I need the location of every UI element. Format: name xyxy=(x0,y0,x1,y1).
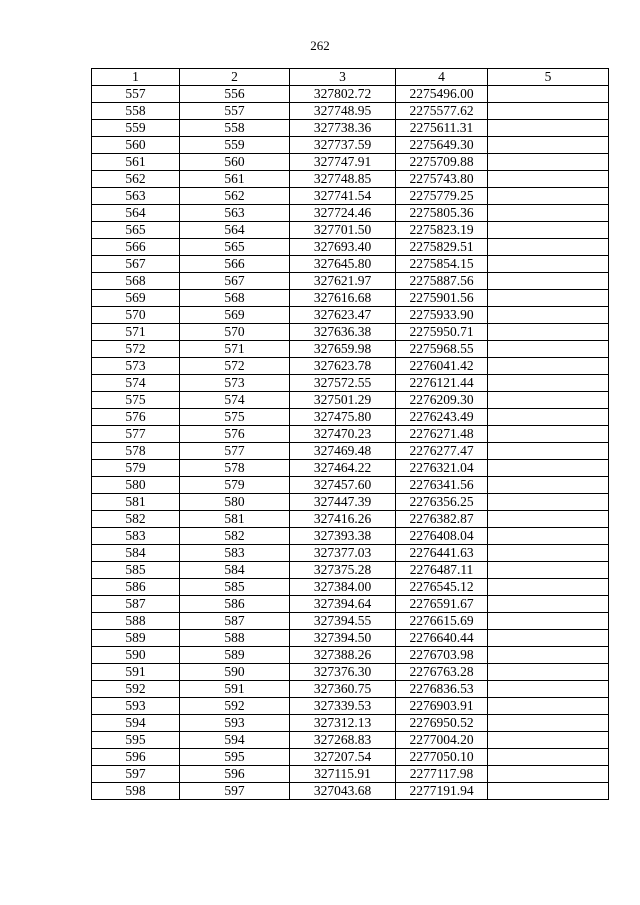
table-cell-col-3: 327457.60 xyxy=(290,477,396,494)
table-cell-col-5 xyxy=(488,375,609,392)
table-cell-col-4: 2275823.19 xyxy=(396,222,488,239)
table-cell-col-2: 586 xyxy=(180,596,290,613)
table-cell-col-2: 590 xyxy=(180,664,290,681)
table-row xyxy=(92,409,609,426)
table-cell-col-5 xyxy=(488,562,609,579)
table-cell-col-1: 597 xyxy=(92,766,180,783)
table-cell-col-3: 327416.26 xyxy=(290,511,396,528)
table-cell-col-5 xyxy=(488,715,609,732)
table-cell-col-1: 569 xyxy=(92,290,180,307)
table-row xyxy=(92,137,609,154)
table-cell-col-1: 564 xyxy=(92,205,180,222)
table-cell-col-4: 2275577.62 xyxy=(396,103,488,120)
table-cell-col-4: 2277004.20 xyxy=(396,732,488,749)
table-cell-col-5 xyxy=(488,477,609,494)
table-cell-col-4: 2275933.90 xyxy=(396,307,488,324)
table-row xyxy=(92,783,609,800)
table-row xyxy=(92,749,609,766)
table-row xyxy=(92,664,609,681)
table-cell-col-4: 2275829.51 xyxy=(396,239,488,256)
table-row xyxy=(92,698,609,715)
table-cell-col-2: 594 xyxy=(180,732,290,749)
table-cell-col-1: 572 xyxy=(92,341,180,358)
table-cell-col-3: 327693.40 xyxy=(290,239,396,256)
table-cell-col-4: 2276041.42 xyxy=(396,358,488,375)
table-cell-col-2: 583 xyxy=(180,545,290,562)
table-cell-col-1: 598 xyxy=(92,783,180,800)
table-cell-col-5 xyxy=(488,358,609,375)
table-cell-col-5 xyxy=(488,205,609,222)
table-cell-col-3: 327748.95 xyxy=(290,103,396,120)
table-cell-col-5 xyxy=(488,392,609,409)
table-cell-col-1: 560 xyxy=(92,137,180,154)
table-row xyxy=(92,511,609,528)
table-row xyxy=(92,630,609,647)
table-cell-col-1: 583 xyxy=(92,528,180,545)
table-cell-col-1: 581 xyxy=(92,494,180,511)
table-cell-col-2: 563 xyxy=(180,205,290,222)
table-cell-col-5 xyxy=(488,188,609,205)
table-cell-col-1: 594 xyxy=(92,715,180,732)
table-cell-col-4: 2276950.52 xyxy=(396,715,488,732)
table-cell-col-5 xyxy=(488,545,609,562)
table-cell-col-3: 327747.91 xyxy=(290,154,396,171)
table-row xyxy=(92,171,609,188)
table-cell-col-4: 2276703.98 xyxy=(396,647,488,664)
table-cell-col-4: 2276487.11 xyxy=(396,562,488,579)
table-cell-col-1: 576 xyxy=(92,409,180,426)
table-cell-col-1: 577 xyxy=(92,426,180,443)
table-cell-col-5 xyxy=(488,290,609,307)
table-cell-col-4: 2275779.25 xyxy=(396,188,488,205)
table-cell-col-5 xyxy=(488,324,609,341)
table-cell-col-4: 2276615.69 xyxy=(396,613,488,630)
table-cell-col-1: 559 xyxy=(92,120,180,137)
table-row xyxy=(92,120,609,137)
table-cell-col-4: 2276903.91 xyxy=(396,698,488,715)
table-cell-col-2: 579 xyxy=(180,477,290,494)
table-cell-col-4: 2275611.31 xyxy=(396,120,488,137)
table-cell-col-3: 327475.80 xyxy=(290,409,396,426)
table-cell-col-4: 2276763.28 xyxy=(396,664,488,681)
table-cell-col-4: 2277117.98 xyxy=(396,766,488,783)
table-cell-col-5 xyxy=(488,307,609,324)
table-cell-col-2: 565 xyxy=(180,239,290,256)
table-cell-col-3: 327572.55 xyxy=(290,375,396,392)
table-cell-col-4: 2275854.15 xyxy=(396,256,488,273)
table-cell-col-2: 570 xyxy=(180,324,290,341)
table-cell-col-3: 327621.97 xyxy=(290,273,396,290)
table-cell-col-4: 2276408.04 xyxy=(396,528,488,545)
table-cell-col-1: 589 xyxy=(92,630,180,647)
table-cell-col-2: 557 xyxy=(180,103,290,120)
table-cell-col-1: 563 xyxy=(92,188,180,205)
table-cell-col-5 xyxy=(488,579,609,596)
table-cell-col-1: 590 xyxy=(92,647,180,664)
table-cell-col-5 xyxy=(488,222,609,239)
table-row xyxy=(92,681,609,698)
column-header-2: 2 xyxy=(180,69,290,86)
table-cell-col-2: 573 xyxy=(180,375,290,392)
table-cell-col-2: 596 xyxy=(180,766,290,783)
table-cell-col-3: 327623.47 xyxy=(290,307,396,324)
table-row xyxy=(92,256,609,273)
table-cell-col-4: 2275709.88 xyxy=(396,154,488,171)
table-cell-col-3: 327393.38 xyxy=(290,528,396,545)
table-row xyxy=(92,647,609,664)
table-cell-col-5 xyxy=(488,86,609,103)
table-cell-col-1: 593 xyxy=(92,698,180,715)
table-cell-col-1: 571 xyxy=(92,324,180,341)
table-cell-col-5 xyxy=(488,273,609,290)
table-row xyxy=(92,307,609,324)
table-row xyxy=(92,154,609,171)
table-cell-col-1: 562 xyxy=(92,171,180,188)
table-cell-col-3: 327384.00 xyxy=(290,579,396,596)
table-cell-col-2: 556 xyxy=(180,86,290,103)
coordinates-table xyxy=(91,68,609,800)
table-row xyxy=(92,613,609,630)
table-cell-col-1: 568 xyxy=(92,273,180,290)
table-cell-col-5 xyxy=(488,647,609,664)
table-cell-col-3: 327339.53 xyxy=(290,698,396,715)
table-cell-col-5 xyxy=(488,256,609,273)
table-header-row xyxy=(92,69,609,86)
table-cell-col-5 xyxy=(488,681,609,698)
table-cell-col-4: 2276271.48 xyxy=(396,426,488,443)
table-cell-col-4: 2276591.67 xyxy=(396,596,488,613)
table-row xyxy=(92,596,609,613)
table-body xyxy=(92,86,609,800)
table-cell-col-3: 327616.68 xyxy=(290,290,396,307)
table-row xyxy=(92,562,609,579)
table-cell-col-2: 574 xyxy=(180,392,290,409)
table-row xyxy=(92,545,609,562)
table-cell-col-4: 2276341.56 xyxy=(396,477,488,494)
table-cell-col-2: 560 xyxy=(180,154,290,171)
table-cell-col-5 xyxy=(488,749,609,766)
table-cell-col-3: 327268.83 xyxy=(290,732,396,749)
table-cell-col-4: 2276836.53 xyxy=(396,681,488,698)
table-cell-col-5 xyxy=(488,698,609,715)
table-cell-col-2: 569 xyxy=(180,307,290,324)
table-cell-col-1: 588 xyxy=(92,613,180,630)
table-row xyxy=(92,86,609,103)
table-cell-col-1: 570 xyxy=(92,307,180,324)
table-row xyxy=(92,766,609,783)
table-cell-col-2: 589 xyxy=(180,647,290,664)
table-cell-col-5 xyxy=(488,443,609,460)
table-cell-col-2: 575 xyxy=(180,409,290,426)
table-row xyxy=(92,205,609,222)
table-cell-col-1: 574 xyxy=(92,375,180,392)
table-cell-col-1: 558 xyxy=(92,103,180,120)
table-cell-col-1: 566 xyxy=(92,239,180,256)
table-cell-col-5 xyxy=(488,154,609,171)
table-cell-col-3: 327312.13 xyxy=(290,715,396,732)
table-cell-col-1: 565 xyxy=(92,222,180,239)
table-cell-col-3: 327394.50 xyxy=(290,630,396,647)
table-row xyxy=(92,239,609,256)
table-row xyxy=(92,273,609,290)
table-cell-col-3: 327376.30 xyxy=(290,664,396,681)
table-row xyxy=(92,188,609,205)
table-cell-col-2: 562 xyxy=(180,188,290,205)
table-cell-col-2: 572 xyxy=(180,358,290,375)
table-cell-col-4: 2276382.87 xyxy=(396,511,488,528)
table-cell-col-1: 573 xyxy=(92,358,180,375)
table-cell-col-4: 2275887.56 xyxy=(396,273,488,290)
table-cell-col-3: 327738.36 xyxy=(290,120,396,137)
table-cell-col-5 xyxy=(488,664,609,681)
table-cell-col-1: 595 xyxy=(92,732,180,749)
table-cell-col-4: 2275649.30 xyxy=(396,137,488,154)
table-row xyxy=(92,460,609,477)
table-cell-col-4: 2275805.36 xyxy=(396,205,488,222)
table-cell-col-2: 558 xyxy=(180,120,290,137)
table-cell-col-1: 579 xyxy=(92,460,180,477)
table-cell-col-2: 571 xyxy=(180,341,290,358)
table-cell-col-2: 561 xyxy=(180,171,290,188)
table-cell-col-5 xyxy=(488,137,609,154)
table-cell-col-3: 327464.22 xyxy=(290,460,396,477)
table-row xyxy=(92,375,609,392)
table-cell-col-3: 327724.46 xyxy=(290,205,396,222)
table-cell-col-3: 327394.64 xyxy=(290,596,396,613)
table-cell-col-3: 327470.23 xyxy=(290,426,396,443)
table-cell-col-4: 2275496.00 xyxy=(396,86,488,103)
table-row xyxy=(92,103,609,120)
table-cell-col-4: 2275968.55 xyxy=(396,341,488,358)
table-cell-col-5 xyxy=(488,732,609,749)
table-row xyxy=(92,341,609,358)
table-cell-col-2: 576 xyxy=(180,426,290,443)
page-number: 262 xyxy=(310,38,330,53)
table-cell-col-4: 2276121.44 xyxy=(396,375,488,392)
table-cell-col-4: 2276321.04 xyxy=(396,460,488,477)
column-header-1: 1 xyxy=(92,69,180,86)
table-cell-col-4: 2276441.63 xyxy=(396,545,488,562)
table-row xyxy=(92,358,609,375)
table-cell-col-3: 327636.38 xyxy=(290,324,396,341)
table-cell-col-2: 597 xyxy=(180,783,290,800)
table-cell-col-3: 327645.80 xyxy=(290,256,396,273)
table-cell-col-5 xyxy=(488,613,609,630)
table-row xyxy=(92,494,609,511)
table-cell-col-1: 587 xyxy=(92,596,180,613)
table-cell-col-2: 578 xyxy=(180,460,290,477)
table-cell-col-1: 596 xyxy=(92,749,180,766)
column-header-3: 3 xyxy=(290,69,396,86)
table-cell-col-3: 327377.03 xyxy=(290,545,396,562)
table-cell-col-5 xyxy=(488,630,609,647)
table-cell-col-1: 592 xyxy=(92,681,180,698)
table-cell-col-2: 595 xyxy=(180,749,290,766)
table-row xyxy=(92,443,609,460)
table-row xyxy=(92,426,609,443)
table-cell-col-3: 327737.59 xyxy=(290,137,396,154)
table-row xyxy=(92,324,609,341)
table-cell-col-1: 580 xyxy=(92,477,180,494)
table-cell-col-5 xyxy=(488,494,609,511)
table-cell-col-1: 561 xyxy=(92,154,180,171)
table-cell-col-1: 591 xyxy=(92,664,180,681)
table-cell-col-1: 582 xyxy=(92,511,180,528)
table-row xyxy=(92,222,609,239)
table-cell-col-3: 327447.39 xyxy=(290,494,396,511)
table-cell-col-2: 585 xyxy=(180,579,290,596)
table-cell-col-3: 327469.48 xyxy=(290,443,396,460)
table-cell-col-5 xyxy=(488,528,609,545)
table-cell-col-2: 592 xyxy=(180,698,290,715)
table-row xyxy=(92,392,609,409)
table-cell-col-3: 327360.75 xyxy=(290,681,396,698)
column-header-4: 4 xyxy=(396,69,488,86)
table-cell-col-4: 2276277.47 xyxy=(396,443,488,460)
table-cell-col-4: 2277191.94 xyxy=(396,783,488,800)
table-row xyxy=(92,715,609,732)
table-cell-col-2: 559 xyxy=(180,137,290,154)
table-cell-col-4: 2276545.12 xyxy=(396,579,488,596)
table-cell-col-3: 327043.68 xyxy=(290,783,396,800)
table-cell-col-3: 327207.54 xyxy=(290,749,396,766)
table-cell-col-2: 577 xyxy=(180,443,290,460)
table-cell-col-2: 566 xyxy=(180,256,290,273)
table-cell-col-5 xyxy=(488,426,609,443)
table-cell-col-3: 327701.50 xyxy=(290,222,396,239)
table-cell-col-4: 2276243.49 xyxy=(396,409,488,426)
table-cell-col-5 xyxy=(488,341,609,358)
table-cell-col-2: 593 xyxy=(180,715,290,732)
table-row xyxy=(92,290,609,307)
table-cell-col-5 xyxy=(488,120,609,137)
table-cell-col-3: 327115.91 xyxy=(290,766,396,783)
table-cell-col-4: 2276640.44 xyxy=(396,630,488,647)
table-cell-col-1: 585 xyxy=(92,562,180,579)
table-cell-col-5 xyxy=(488,766,609,783)
table-cell-col-3: 327394.55 xyxy=(290,613,396,630)
table-cell-col-3: 327659.98 xyxy=(290,341,396,358)
table-cell-col-2: 567 xyxy=(180,273,290,290)
table-cell-col-1: 557 xyxy=(92,86,180,103)
table-cell-col-2: 582 xyxy=(180,528,290,545)
table-cell-col-3: 327375.28 xyxy=(290,562,396,579)
table-cell-col-5 xyxy=(488,511,609,528)
table-cell-col-1: 584 xyxy=(92,545,180,562)
table-cell-col-3: 327501.29 xyxy=(290,392,396,409)
table-cell-col-2: 591 xyxy=(180,681,290,698)
table-cell-col-2: 568 xyxy=(180,290,290,307)
table-cell-col-1: 578 xyxy=(92,443,180,460)
table-cell-col-1: 567 xyxy=(92,256,180,273)
table-cell-col-2: 587 xyxy=(180,613,290,630)
table-cell-col-5 xyxy=(488,103,609,120)
table-cell-col-2: 580 xyxy=(180,494,290,511)
table-cell-col-2: 564 xyxy=(180,222,290,239)
table-cell-col-5 xyxy=(488,409,609,426)
column-header-5: 5 xyxy=(488,69,609,86)
table-row xyxy=(92,579,609,596)
table-row xyxy=(92,528,609,545)
table-cell-col-4: 2276209.30 xyxy=(396,392,488,409)
table-cell-col-5 xyxy=(488,783,609,800)
table-row xyxy=(92,477,609,494)
table-cell-col-5 xyxy=(488,460,609,477)
table-cell-col-2: 581 xyxy=(180,511,290,528)
table-cell-col-4: 2275901.56 xyxy=(396,290,488,307)
table-cell-col-5 xyxy=(488,239,609,256)
table-cell-col-4: 2276356.25 xyxy=(396,494,488,511)
table-cell-col-4: 2275950.71 xyxy=(396,324,488,341)
table-cell-col-3: 327623.78 xyxy=(290,358,396,375)
table-cell-col-3: 327388.26 xyxy=(290,647,396,664)
table-cell-col-5 xyxy=(488,596,609,613)
table-cell-col-5 xyxy=(488,171,609,188)
table-cell-col-3: 327748.85 xyxy=(290,171,396,188)
table-cell-col-2: 588 xyxy=(180,630,290,647)
table-row xyxy=(92,732,609,749)
table-cell-col-1: 575 xyxy=(92,392,180,409)
table-cell-col-3: 327741.54 xyxy=(290,188,396,205)
table-cell-col-2: 584 xyxy=(180,562,290,579)
table-cell-col-3: 327802.72 xyxy=(290,86,396,103)
table-cell-col-4: 2277050.10 xyxy=(396,749,488,766)
table-cell-col-4: 2275743.80 xyxy=(396,171,488,188)
table-cell-col-1: 586 xyxy=(92,579,180,596)
